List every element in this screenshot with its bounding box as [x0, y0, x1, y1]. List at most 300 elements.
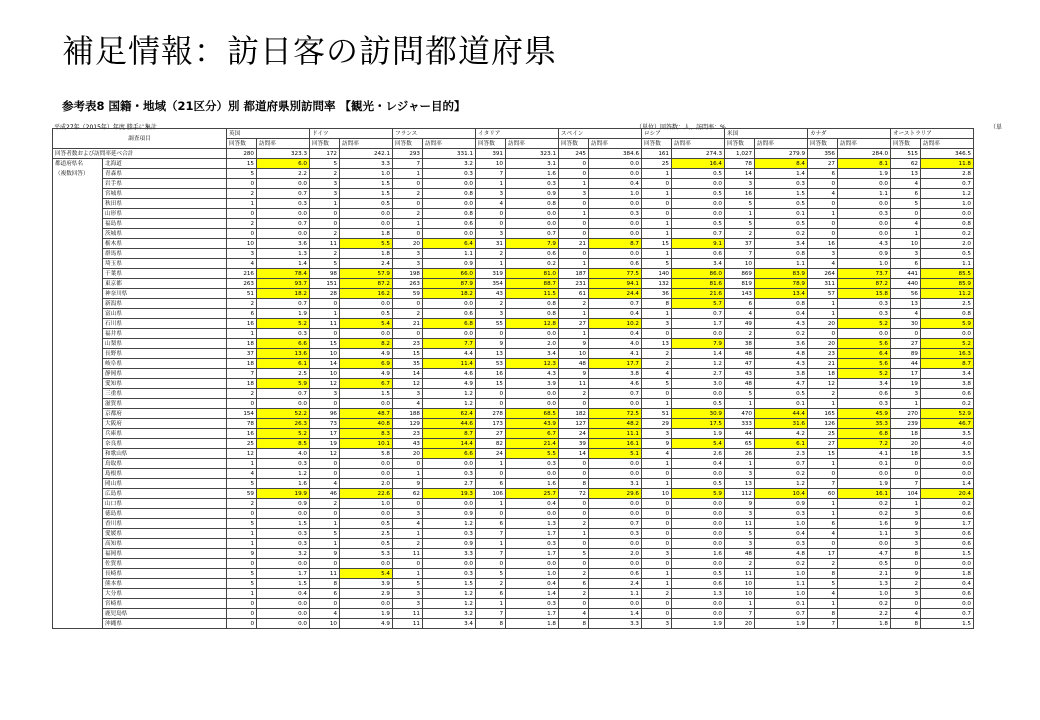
- count-cell: 1: [891, 499, 921, 509]
- rate-cell: 1.5: [340, 179, 393, 189]
- count-cell: 9: [642, 439, 672, 449]
- count-cell: 0: [559, 469, 589, 479]
- count-cell: 8: [310, 579, 340, 589]
- rate-cell: 0.5: [672, 189, 725, 199]
- category-cell: （複数回答）: [53, 169, 103, 179]
- count-cell: 0: [808, 469, 838, 479]
- count-cell: 0: [476, 329, 506, 339]
- rate-cell: 0.0: [423, 559, 476, 569]
- count-cell: 3: [642, 319, 672, 329]
- rate-cell: 4.3: [755, 319, 808, 329]
- category-cell: [53, 249, 103, 259]
- count-cell: 187: [559, 269, 589, 279]
- count-cell: 1: [393, 469, 423, 479]
- count-cell: 3: [476, 189, 506, 199]
- rate-cell: 11.5: [506, 289, 559, 299]
- count-cell: 1: [476, 539, 506, 549]
- rate-cell: 5.6: [838, 339, 891, 349]
- rate-cell: 0.0: [589, 249, 642, 259]
- count-cell: 470: [725, 409, 755, 419]
- count-cell: 6: [808, 519, 838, 529]
- rate-cell: 68.5: [506, 409, 559, 419]
- count-cell: 0: [310, 219, 340, 229]
- total-cell: 323.1: [506, 149, 559, 159]
- count-cell: 5: [891, 199, 921, 209]
- count-cell: 14: [725, 169, 755, 179]
- count-cell: 869: [725, 269, 755, 279]
- rate-cell: 52.2: [257, 409, 310, 419]
- prefecture-name: 岡山県: [103, 479, 227, 489]
- count-cell: 20: [393, 449, 423, 459]
- count-cell: 3: [393, 509, 423, 519]
- count-cell: 2: [725, 229, 755, 239]
- count-cell: 2: [559, 389, 589, 399]
- rate-cell: 0.0: [257, 559, 310, 569]
- count-cell: 5: [476, 569, 506, 579]
- table-row: [53, 209, 974, 219]
- rate-cell: 93.7: [257, 279, 310, 289]
- prefecture-name: 愛媛県: [103, 529, 227, 539]
- rate-cell: 1.0: [755, 569, 808, 579]
- rate-cell: 4.0: [257, 449, 310, 459]
- count-cell: 3: [891, 589, 921, 599]
- table-row: [53, 199, 974, 209]
- count-cell: 11: [393, 549, 423, 559]
- rate-cell: 1.4: [921, 479, 974, 489]
- count-cell: 3: [808, 249, 838, 259]
- count-cell: 0: [476, 559, 506, 569]
- count-cell: 0: [559, 399, 589, 409]
- count-cell: 2: [476, 299, 506, 309]
- count-cell: 1: [476, 259, 506, 269]
- count-cell: 5: [725, 529, 755, 539]
- prefecture-name: 群馬県: [103, 249, 227, 259]
- country-header: ドイツ: [310, 129, 393, 139]
- rate-cell: 0.0: [423, 499, 476, 509]
- table-row: [53, 529, 974, 539]
- rate-cell: 0.2: [755, 469, 808, 479]
- count-cell: 48: [725, 379, 755, 389]
- count-cell: 10: [725, 259, 755, 269]
- rate-col-header: 訪問率: [672, 139, 725, 149]
- rate-col-header: 訪問率: [506, 139, 559, 149]
- count-cell: 2: [725, 329, 755, 339]
- count-cell: 151: [310, 279, 340, 289]
- rate-cell: 4.8: [755, 349, 808, 359]
- count-cell: 10: [310, 349, 340, 359]
- rate-cell: 2.0: [340, 479, 393, 489]
- rate-cell: 46.7: [921, 419, 974, 429]
- rate-cell: 94.1: [589, 279, 642, 289]
- rate-cell: 1.5: [257, 519, 310, 529]
- count-cell: 1: [808, 499, 838, 509]
- count-col-header: 回答数: [808, 139, 838, 149]
- rate-cell: 0.0: [589, 159, 642, 169]
- rate-cell: 83.9: [755, 269, 808, 279]
- rate-cell: 1.3: [672, 589, 725, 599]
- prefecture-name: 富山県: [103, 309, 227, 319]
- rate-cell: 0.0: [921, 329, 974, 339]
- table-body: [53, 129, 974, 629]
- count-cell: 9: [310, 549, 340, 559]
- count-cell: 0: [808, 329, 838, 339]
- rate-cell: 5.4: [340, 569, 393, 579]
- rate-cell: 1.9: [257, 309, 310, 319]
- rate-cell: 0.2: [921, 499, 974, 509]
- count-cell: 10: [310, 619, 340, 629]
- count-cell: 24: [476, 449, 506, 459]
- count-cell: 4: [891, 179, 921, 189]
- count-cell: 1: [642, 249, 672, 259]
- rate-cell: 0.0: [672, 209, 725, 219]
- count-cell: 129: [393, 419, 423, 429]
- count-cell: 0: [559, 539, 589, 549]
- prefecture-name: 福岡県: [103, 549, 227, 559]
- count-cell: 0: [559, 509, 589, 519]
- rate-cell: 2.0: [589, 549, 642, 559]
- total-cell: 391: [476, 149, 506, 159]
- count-cell: 278: [476, 409, 506, 419]
- rate-cell: 8.1: [838, 159, 891, 169]
- count-cell: 73: [310, 419, 340, 429]
- rate-cell: 0.3: [506, 459, 559, 469]
- rate-cell: 0.0: [506, 389, 559, 399]
- count-cell: 231: [559, 279, 589, 289]
- rate-cell: 0.3: [423, 469, 476, 479]
- count-cell: 4: [310, 609, 340, 619]
- rate-cell: 2.4: [589, 579, 642, 589]
- count-cell: 9: [559, 339, 589, 349]
- rate-cell: 8.5: [257, 439, 310, 449]
- rate-cell: 0.2: [838, 599, 891, 609]
- count-cell: 18: [808, 369, 838, 379]
- rate-cell: 1.7: [506, 609, 559, 619]
- count-cell: 0: [559, 159, 589, 169]
- rate-cell: 1.8: [921, 569, 974, 579]
- rate-cell: 2.2: [838, 609, 891, 619]
- rate-cell: 0.0: [257, 179, 310, 189]
- count-cell: 0: [642, 529, 672, 539]
- rate-cell: 2.9: [340, 589, 393, 599]
- total-cell: 245: [559, 149, 589, 159]
- count-cell: 0: [891, 599, 921, 609]
- rate-cell: 1.3: [257, 249, 310, 259]
- count-cell: 56: [891, 289, 921, 299]
- table-row: [53, 389, 974, 399]
- category-cell: [53, 239, 103, 249]
- rate-cell: 0.9: [506, 189, 559, 199]
- count-cell: 1: [227, 199, 257, 209]
- count-cell: 10: [310, 369, 340, 379]
- count-cell: 6: [559, 579, 589, 589]
- rate-cell: 1.8: [340, 229, 393, 239]
- count-cell: 3: [393, 259, 423, 269]
- rate-cell: 0.6: [589, 259, 642, 269]
- rate-cell: 1.9: [838, 479, 891, 489]
- rate-cell: 1.5: [921, 549, 974, 559]
- table-row: [53, 259, 974, 269]
- rate-cell: 0.0: [423, 179, 476, 189]
- count-col-header: 回答数: [227, 139, 257, 149]
- count-cell: 18: [227, 359, 257, 369]
- category-cell: [53, 469, 103, 479]
- count-cell: 0: [642, 599, 672, 609]
- rate-cell: 0.0: [921, 599, 974, 609]
- count-cell: 3: [891, 529, 921, 539]
- rate-cell: 0.0: [589, 539, 642, 549]
- rate-cell: 0.6: [423, 309, 476, 319]
- table-row: [53, 189, 974, 199]
- rate-col-header: 訪問率: [755, 139, 808, 149]
- rate-cell: 3.9: [506, 379, 559, 389]
- count-cell: 2: [393, 209, 423, 219]
- rate-cell: 25.7: [506, 489, 559, 499]
- count-cell: 1: [559, 259, 589, 269]
- rate-cell: 2.5: [921, 299, 974, 309]
- count-cell: 11: [559, 379, 589, 389]
- rate-cell: 1.2: [423, 519, 476, 529]
- rate-cell: 0.0: [506, 469, 559, 479]
- rate-cell: 0.2: [755, 329, 808, 339]
- rate-cell: 0.5: [755, 219, 808, 229]
- rate-cell: 1.7: [672, 319, 725, 329]
- rate-cell: 1.2: [423, 399, 476, 409]
- total-cell: 274.3: [672, 149, 725, 159]
- rate-cell: 78.9: [755, 279, 808, 289]
- count-cell: 7: [808, 479, 838, 489]
- count-cell: 4: [642, 369, 672, 379]
- rate-cell: 3.4: [672, 259, 725, 269]
- count-cell: 1: [310, 539, 340, 549]
- prefecture-name: 徳島県: [103, 509, 227, 519]
- count-cell: 26: [725, 449, 755, 459]
- count-cell: 2: [476, 249, 506, 259]
- count-cell: 4: [476, 199, 506, 209]
- rate-cell: 1.5: [257, 579, 310, 589]
- count-cell: 0: [642, 509, 672, 519]
- category-cell: [53, 219, 103, 229]
- rate-cell: 0.9: [257, 499, 310, 509]
- count-cell: 2: [393, 189, 423, 199]
- rate-cell: 1.0: [755, 589, 808, 599]
- rate-cell: 0.0: [838, 179, 891, 189]
- rate-cell: 3.2: [423, 159, 476, 169]
- rate-cell: 0.3: [838, 399, 891, 409]
- prefecture-name: 宮崎県: [103, 599, 227, 609]
- rate-cell: 5.3: [340, 549, 393, 559]
- rate-cell: 1.5: [755, 189, 808, 199]
- count-cell: 13: [725, 479, 755, 489]
- rate-cell: 0.7: [506, 229, 559, 239]
- count-cell: 3: [642, 429, 672, 439]
- total-cell: 293: [393, 149, 423, 159]
- category-cell: [53, 599, 103, 609]
- count-cell: 11: [725, 519, 755, 529]
- rate-cell: 8.7: [921, 359, 974, 369]
- category-cell: [53, 329, 103, 339]
- count-cell: 1: [476, 459, 506, 469]
- category-cell: [53, 289, 103, 299]
- count-cell: 0: [808, 229, 838, 239]
- rate-cell: 5.8: [340, 449, 393, 459]
- rate-cell: 0.4: [257, 589, 310, 599]
- rate-cell: 0.4: [506, 579, 559, 589]
- count-cell: 49: [725, 319, 755, 329]
- count-cell: 17: [891, 369, 921, 379]
- table-row: [53, 359, 974, 369]
- rate-cell: 0.5: [672, 219, 725, 229]
- rate-cell: 0.4: [921, 579, 974, 589]
- count-cell: 15: [808, 449, 838, 459]
- total-row: [53, 149, 974, 159]
- table-note-left: 平成27年（2015年）年度 勝手に集計: [54, 124, 157, 131]
- rate-cell: 6.7: [340, 379, 393, 389]
- count-cell: 6: [227, 309, 257, 319]
- count-cell: 3: [725, 469, 755, 479]
- count-cell: 3: [559, 189, 589, 199]
- count-cell: 319: [476, 269, 506, 279]
- table-row: [53, 269, 974, 279]
- count-cell: 7: [393, 159, 423, 169]
- rate-cell: 14.4: [423, 439, 476, 449]
- rate-cell: 4.8: [755, 549, 808, 559]
- rate-cell: 0.0: [340, 219, 393, 229]
- count-cell: 1: [642, 459, 672, 469]
- count-cell: 5: [725, 199, 755, 209]
- rate-cell: 2.4: [340, 259, 393, 269]
- count-cell: 25: [642, 159, 672, 169]
- count-cell: 264: [808, 269, 838, 279]
- count-cell: 1: [559, 329, 589, 339]
- rate-cell: 81.6: [672, 279, 725, 289]
- rate-cell: 0.5: [672, 399, 725, 409]
- count-col-header: 回答数: [559, 139, 589, 149]
- count-cell: 19: [310, 439, 340, 449]
- count-cell: 5: [227, 579, 257, 589]
- rate-cell: 3.4: [755, 239, 808, 249]
- prefecture-name: 愛知県: [103, 379, 227, 389]
- prefecture-name: 北海道: [103, 159, 227, 169]
- rate-cell: 1.3: [506, 519, 559, 529]
- count-cell: 106: [476, 489, 506, 499]
- rate-cell: 0.4: [672, 459, 725, 469]
- prefecture-name: 長崎県: [103, 569, 227, 579]
- table-row: [53, 339, 974, 349]
- count-cell: 1: [808, 399, 838, 409]
- count-cell: 43: [393, 439, 423, 449]
- count-cell: 1: [725, 399, 755, 409]
- count-cell: 48: [725, 549, 755, 559]
- rate-cell: 11.8: [921, 159, 974, 169]
- count-cell: 182: [559, 409, 589, 419]
- rate-cell: 0.5: [755, 199, 808, 209]
- prefecture-name: 鳥取県: [103, 459, 227, 469]
- total-cell: 172: [310, 149, 340, 159]
- prefecture-name: 神奈川県: [103, 289, 227, 299]
- rate-cell: 40.8: [340, 419, 393, 429]
- rate-cell: 3.8: [589, 369, 642, 379]
- prefecture-name: 福島県: [103, 219, 227, 229]
- count-cell: 2: [559, 569, 589, 579]
- rate-cell: 30.9: [672, 409, 725, 419]
- count-col-header: 回答数: [891, 139, 921, 149]
- rate-cell: 87.2: [340, 279, 393, 289]
- rate-cell: 0.3: [838, 309, 891, 319]
- count-cell: 7: [725, 249, 755, 259]
- rate-cell: 0.0: [672, 499, 725, 509]
- rate-cell: 7.7: [423, 339, 476, 349]
- rate-cell: 0.3: [838, 299, 891, 309]
- total-cell: 1,027: [725, 149, 755, 159]
- category-cell: [53, 389, 103, 399]
- category-cell: [53, 439, 103, 449]
- count-cell: 12: [310, 379, 340, 389]
- count-cell: 6: [310, 589, 340, 599]
- rate-cell: 1.0: [340, 499, 393, 509]
- rate-cell: 0.6: [506, 249, 559, 259]
- rate-cell: 0.0: [921, 559, 974, 569]
- table-row: [53, 419, 974, 429]
- rate-cell: 0.0: [672, 539, 725, 549]
- rate-cell: 0.3: [257, 529, 310, 539]
- count-cell: 1: [227, 529, 257, 539]
- rate-cell: 3.2: [257, 549, 310, 559]
- rate-cell: 0.7: [755, 609, 808, 619]
- count-cell: 5: [310, 159, 340, 169]
- rate-cell: 4.2: [755, 429, 808, 439]
- count-cell: 20: [808, 339, 838, 349]
- category-cell: [53, 309, 103, 319]
- rate-cell: 0.3: [506, 179, 559, 189]
- count-cell: 16: [808, 239, 838, 249]
- count-cell: 8: [808, 609, 838, 619]
- count-cell: 0: [891, 559, 921, 569]
- rate-cell: 0.0: [921, 459, 974, 469]
- count-cell: 2: [559, 589, 589, 599]
- prefecture-name: 埼玉県: [103, 259, 227, 269]
- rate-cell: 4.7: [838, 549, 891, 559]
- rate-cell: 1.9: [340, 609, 393, 619]
- rate-cell: 6.8: [423, 319, 476, 329]
- table-row: [53, 509, 974, 519]
- count-cell: 5: [227, 479, 257, 489]
- rate-cell: 0.3: [589, 529, 642, 539]
- rate-cell: 3.3: [589, 619, 642, 629]
- rate-cell: 87.9: [423, 279, 476, 289]
- prefecture-name: 三重県: [103, 389, 227, 399]
- count-cell: 1: [227, 459, 257, 469]
- category-cell: [53, 279, 103, 289]
- count-cell: 27: [559, 319, 589, 329]
- count-cell: 0: [227, 179, 257, 189]
- count-cell: 1: [808, 309, 838, 319]
- rate-cell: 0.7: [257, 389, 310, 399]
- rate-cell: 4.9: [340, 619, 393, 629]
- rate-cell: 0.0: [589, 459, 642, 469]
- rate-cell: 0.6: [921, 539, 974, 549]
- count-cell: 0: [476, 219, 506, 229]
- rate-cell: 85.9: [921, 279, 974, 289]
- count-cell: 4: [808, 589, 838, 599]
- count-cell: 9: [559, 369, 589, 379]
- count-cell: 53: [476, 359, 506, 369]
- rate-cell: 5.2: [921, 339, 974, 349]
- count-cell: 1: [642, 309, 672, 319]
- rate-cell: 52.9: [921, 409, 974, 419]
- category-cell: [53, 509, 103, 519]
- count-cell: 1: [227, 539, 257, 549]
- rate-cell: 12.3: [506, 359, 559, 369]
